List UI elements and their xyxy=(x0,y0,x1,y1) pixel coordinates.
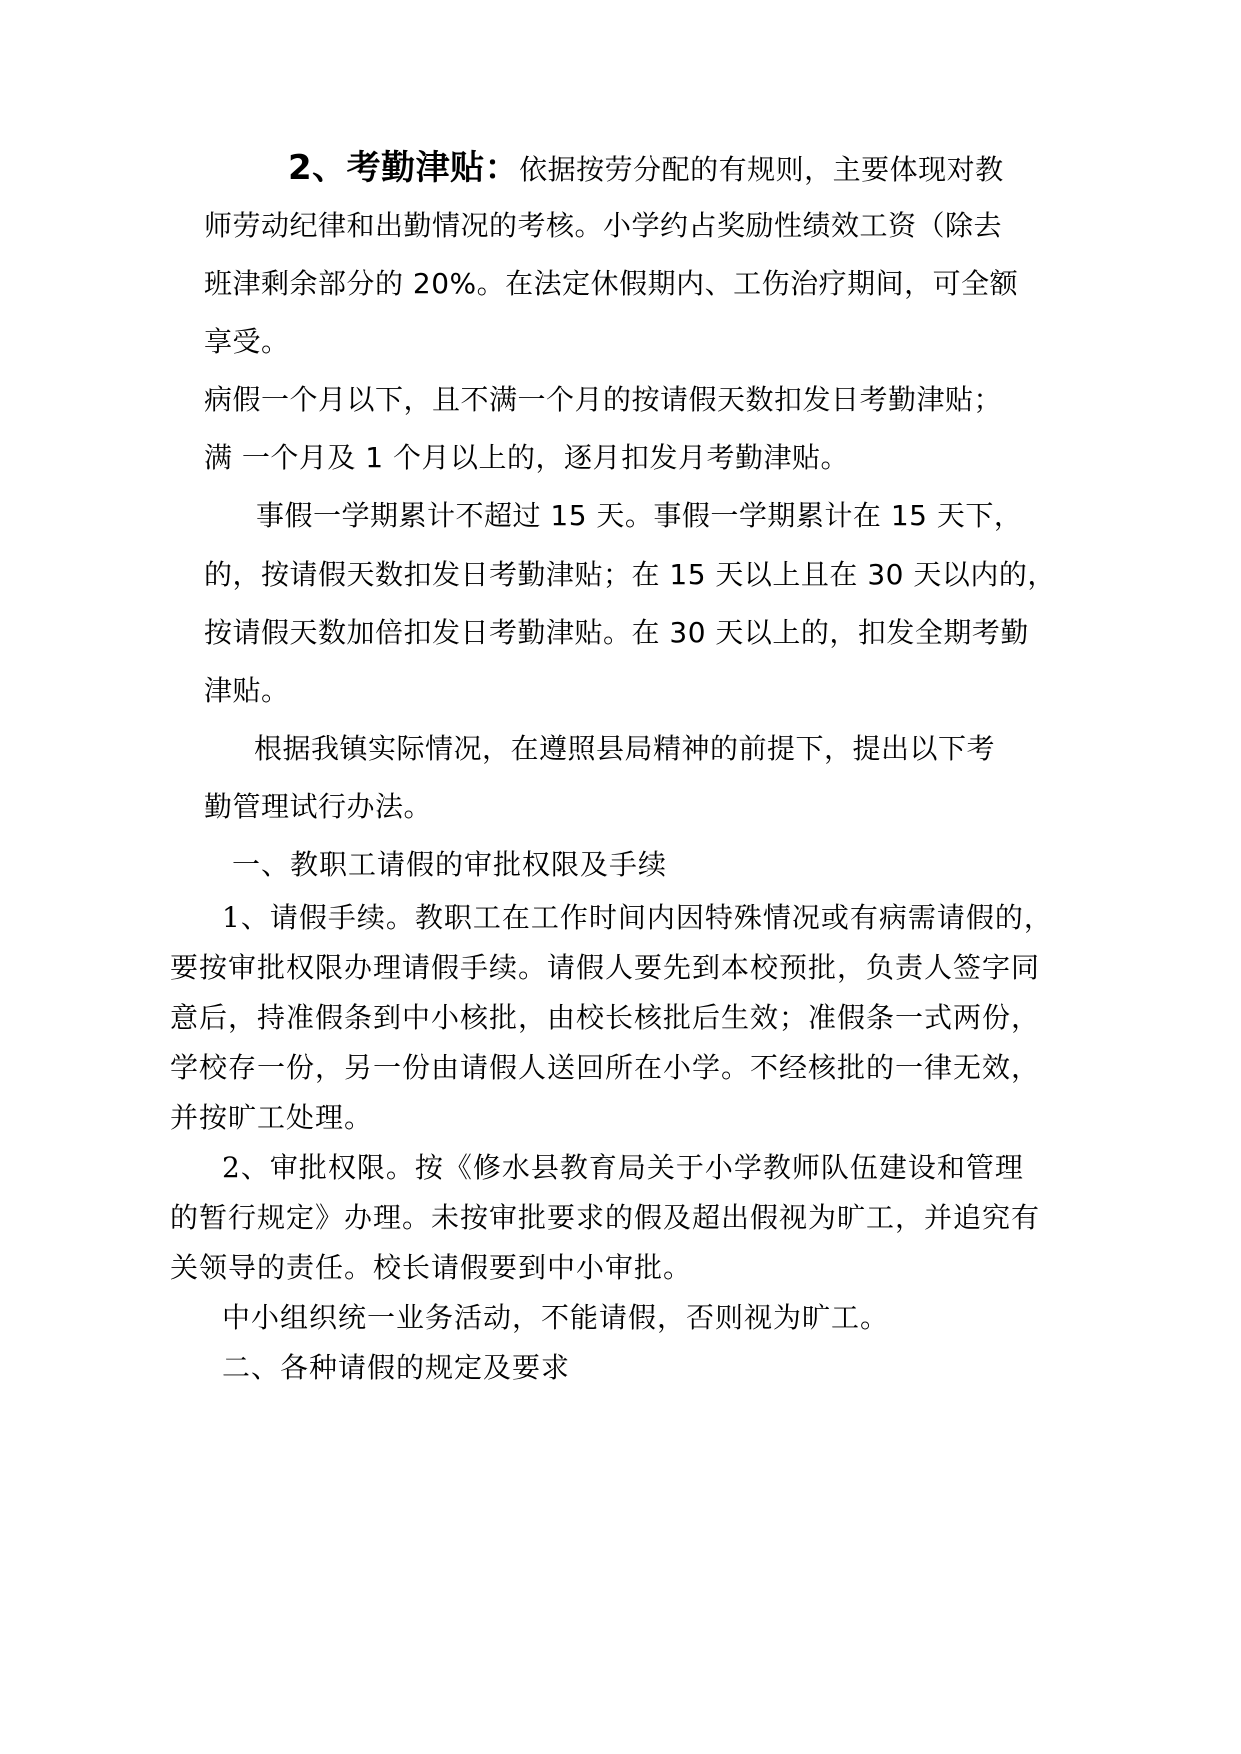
section2-line: 依据按劳分配的有规则，主要体现对教 xyxy=(519,153,1004,186)
section2-line: 享受。 xyxy=(204,325,290,358)
rules-heading-1: 一、教职工请假的审批权限及手续 xyxy=(232,848,668,881)
rules-line: 关领导的责任。校长请假要到中小审批。 xyxy=(170,1251,693,1284)
section2-line: 事假一学期累计不超过 15 天。事假一学期累计在 15 天下， xyxy=(256,499,1023,532)
rules-line: 要按审批权限办理请假手续。请假人要先到本校预批，负责人签字同 xyxy=(170,951,1041,984)
section2-line: 师劳动纪律和出勤情况的考核。小学约占奖励性绩效工资（除去 xyxy=(204,209,1003,242)
rules-line: 并按旷工处理。 xyxy=(170,1101,374,1134)
rules-line: 意后，持准假条到中小核批，由校长核批后生效；准假条一式两份， xyxy=(170,1001,1041,1034)
section2-title: 2、考勤津贴： xyxy=(288,148,520,188)
section2-line: 勤管理试行办法。 xyxy=(204,790,433,823)
section2-line: 满 一个月及 1 个月以上的，逐月扣发月考勤津贴。 xyxy=(204,441,850,474)
section2-line: 班津剩余部分的 20%。在法定休假期内、工伤治疗期间，可全额 xyxy=(204,267,1019,300)
rules-line: 1、请假手续。教职工在工作时间内因特殊情况或有病需请假的， xyxy=(222,901,1053,934)
rules-line: 的暂行规定》办理。未按审批要求的假及超出假视为旷工，并追究有 xyxy=(170,1201,1041,1234)
section2-line: 的，按请假天数扣发日考勤津贴；在 15 天以上且在 30 天以内的， xyxy=(204,558,1056,591)
rules-line: 学校存一份，另一份由请假人送回所在小学。不经核批的一律无效， xyxy=(170,1051,1041,1084)
section2-line: 按请假天数加倍扣发日考勤津贴。在 30 天以上的，扣发全期考勤 xyxy=(204,616,1029,649)
rules-line: 中小组织统一业务活动，不能请假，否则视为旷工。 xyxy=(222,1301,890,1334)
rules-line: 2、审批权限。按《修水县教育局关于小学教师队伍建设和管理 xyxy=(222,1151,1024,1184)
rules-heading-2: 二、各种请假的规定及要求 xyxy=(222,1351,571,1384)
section2-first-line xyxy=(288,148,1004,190)
section2-line: 津贴。 xyxy=(204,674,290,707)
section2-line: 根据我镇实际情况，在遵照县局精神的前提下，提出以下考 xyxy=(254,732,996,765)
section2-line: 病假一个月以下，且不满一个月的按请假天数扣发日考勤津贴； xyxy=(204,383,1003,416)
